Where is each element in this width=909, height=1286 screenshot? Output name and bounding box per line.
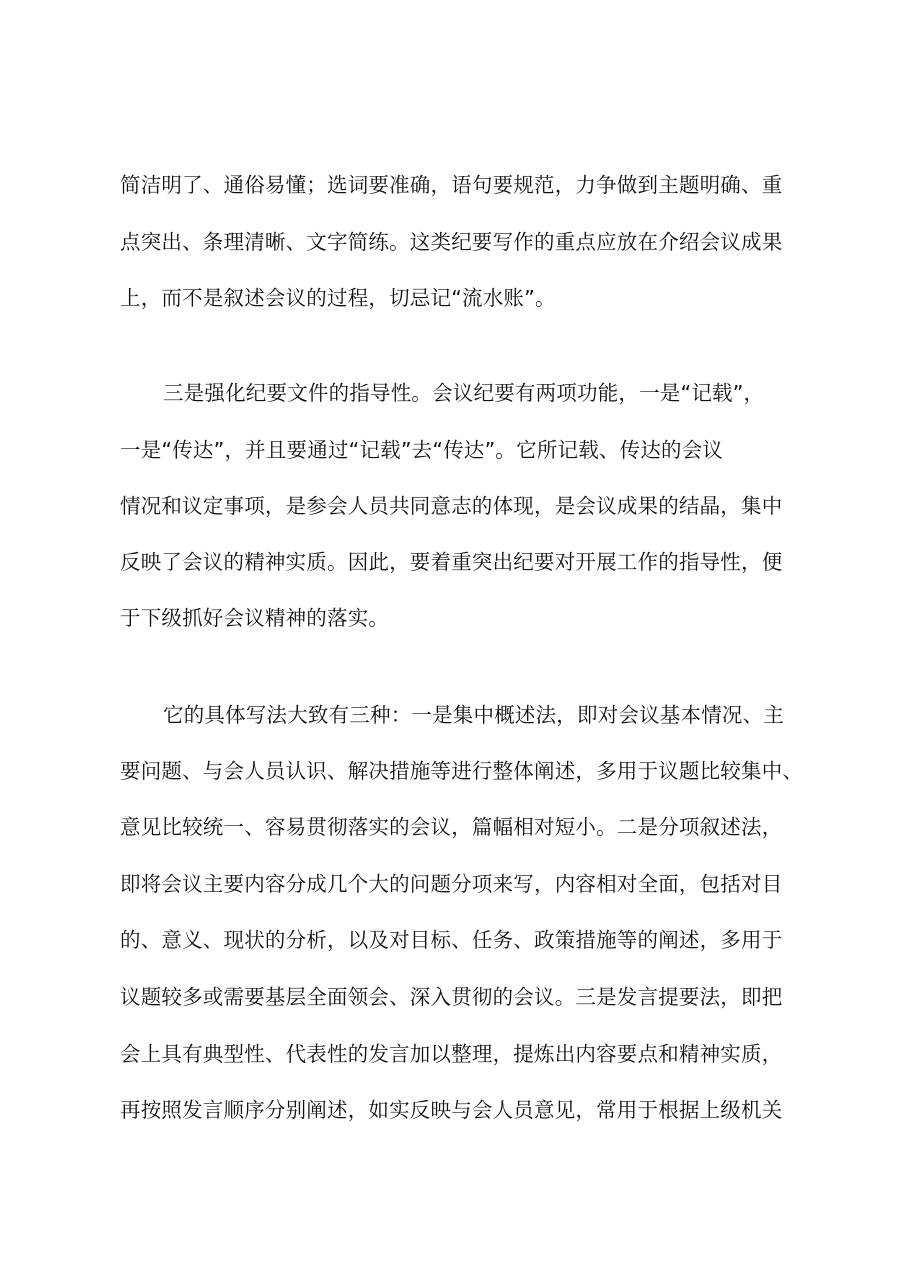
text-line: 点突出、条理清晰、文字简练。这类纪要写作的重点应放在介绍会议成果 — [120, 230, 783, 254]
text-line: 议题较多或需要基层全面领会、深入贯彻的会议。三是发言提要法，即把 — [120, 985, 783, 1009]
text-line: 要问题、与会人员认识、解决措施等进行整体阐述，多用于议题比较集中、 — [120, 759, 804, 783]
text-line: 情况和议定事项，是参会人员共同意志的体现，是会议成果的结晶，集中 — [120, 494, 783, 518]
text-line: 再按照发言顺序分别阐述，如实反映与会人员意见，常用于根据上级机关 — [120, 1098, 783, 1122]
text-line: 即将会议主要内容分成几个大的问题分项来写，内容相对全面，包括对目 — [120, 872, 783, 896]
text-line: 上，而不是叙述会议的过程，切忌记“流水账”。 — [120, 286, 556, 310]
text-line: 一是“传达”，并且要通过“记载”去“传达”。它所记载、传达的会议 — [120, 438, 724, 462]
text-line: 它的具体写法大致有三种：一是集中概述法，即对会议基本情况、主 — [163, 703, 784, 727]
text-line: 简洁明了、通俗易懂；选词要准确，语句要规范，力争做到主题明确、重 — [120, 173, 783, 197]
text-line: 会上具有典型性、代表性的发言加以整理，提炼出内容要点和精神实质， — [120, 1042, 783, 1066]
text-line: 三是强化纪要文件的指导性。会议纪要有两项功能，一是“记载”， — [163, 381, 765, 405]
text-line: 于下级抓好会议精神的落实。 — [120, 606, 390, 630]
text-line: 反映了会议的精神实质。因此，要着重突出纪要对开展工作的指导性，便 — [120, 550, 783, 574]
text-line: 意见比较统一、容易贯彻落实的会议，篇幅相对短小。二是分项叙述法， — [120, 815, 783, 839]
text-line: 的、意义、现状的分析，以及对目标、任务、政策措施等的阐述，多用于 — [120, 928, 783, 952]
